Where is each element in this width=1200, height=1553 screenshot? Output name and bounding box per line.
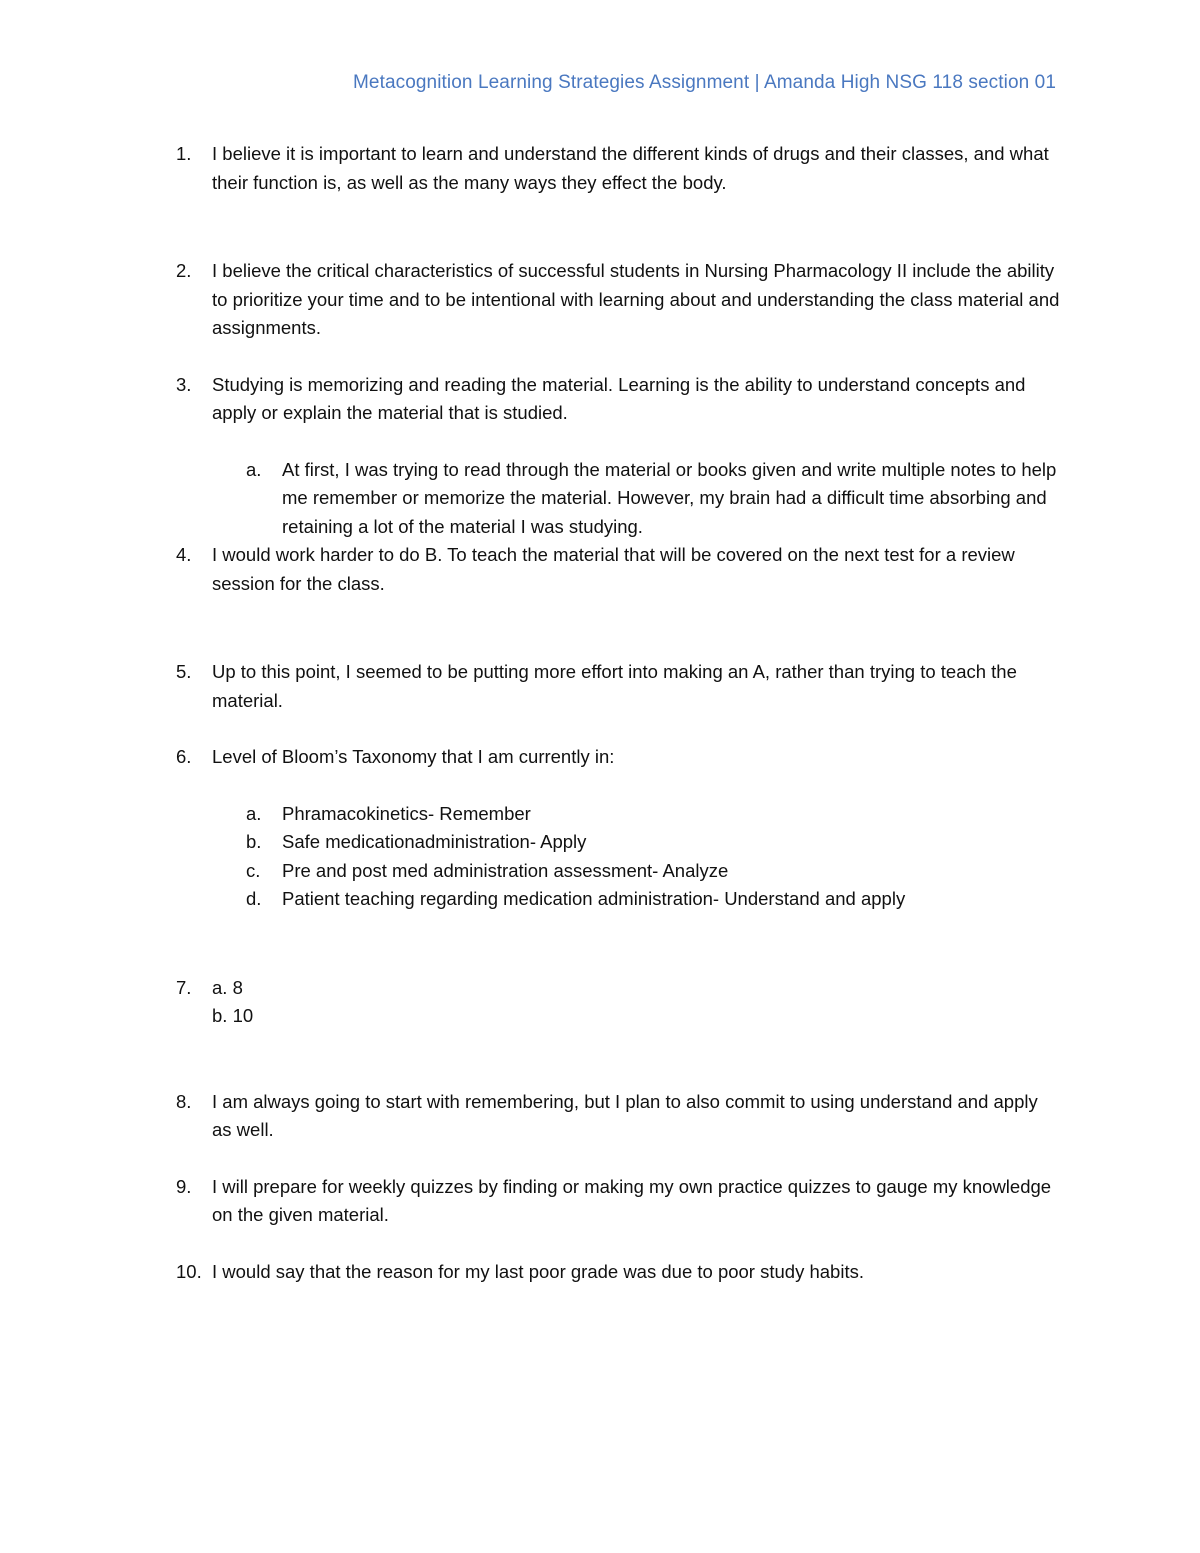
item-text: I believe it is important to learn and understand the different kinds of drugs and their classes, and what their function is, as well as the many ways they effect the body. xyxy=(212,143,1049,193)
sub-item-letter: a. xyxy=(246,802,262,824)
item-number: 7. xyxy=(176,976,192,998)
sub-item-letter: b. xyxy=(246,831,262,852)
sub-item-text: Safe medicationadministration- Apply xyxy=(282,831,587,852)
list-item xyxy=(176,257,1076,343)
list-item xyxy=(176,541,1076,598)
sub-item-letter: c. xyxy=(246,859,261,881)
item-number: 10. xyxy=(176,1260,202,1282)
sub-list-item xyxy=(246,857,1076,886)
sub-list-item xyxy=(246,456,1076,542)
page-header: Metacognition Learning Strategies Assignment | Amanda High NSG 118 section 01 xyxy=(352,72,1056,93)
item-text: I believe the critical characteristics of successful students in Nursing Pharmacology II include the ability to prioritize your time and to be intentional with learning about and understanding the class material and assignments. xyxy=(212,260,1060,338)
sub-item-text: Patient teaching regarding medication administration- Understand and apply xyxy=(282,888,906,909)
sub-item-text: Phramacokinetics- Remember xyxy=(282,802,531,824)
item-text: a. 8 xyxy=(212,976,243,998)
list-item xyxy=(176,743,1076,772)
item-number: 3. xyxy=(176,373,192,395)
list-item xyxy=(176,1173,1076,1230)
item-text: I would work harder to do B. To teach the material that will be covered on the next test for a review session for the class. xyxy=(212,544,1015,594)
item-number: 5. xyxy=(176,661,192,682)
sub-item-text: Pre and post med administration assessment- Analyze xyxy=(282,859,729,881)
item-number: 1. xyxy=(176,143,192,164)
item-number: 9. xyxy=(176,1175,192,1197)
item-number: 6. xyxy=(176,746,192,767)
sub-item-letter: a. xyxy=(246,458,262,480)
list-item xyxy=(176,658,1076,715)
sub-list-item xyxy=(246,828,1076,857)
item-number: 2. xyxy=(176,260,192,281)
list-item xyxy=(176,974,1076,1003)
list-item xyxy=(176,371,1076,428)
sub-item-text: At first, I was trying to read through the material or books given and write multiple notes to help me remember or memorize the material. However, my brain had a difficult time absorbing and retaining a lot of the material I was studying. xyxy=(282,458,1057,537)
document-body xyxy=(176,140,1076,1286)
item-text: Level of Bloom’s Taxonomy that I am currently in: xyxy=(212,746,615,767)
sub-item-letter: d. xyxy=(246,888,262,909)
sub-list-item xyxy=(246,885,1076,914)
list-item xyxy=(176,140,1076,197)
item-text: I would say that the reason for my last poor grade was due to poor study habits. xyxy=(212,1260,864,1282)
sub-list-item xyxy=(246,800,1076,829)
item-text: Studying is memorizing and reading the material. Learning is the ability to understand concepts and apply or explain the material that is studied. xyxy=(212,373,1026,423)
list-item xyxy=(176,1258,1076,1287)
item-text: I am always going to start with remembering, but I plan to also commit to using understand and apply as well. xyxy=(212,1090,1038,1140)
item-number: 4. xyxy=(176,544,192,565)
item-text-line: b. 10 xyxy=(212,1005,254,1026)
item-text: Up to this point, I seemed to be putting more effort into making an A, rather than trying to teach the material. xyxy=(212,661,1017,711)
item-number: 8. xyxy=(176,1090,192,1112)
item-text: I will prepare for weekly quizzes by finding or making my own practice quizzes to gauge my knowledge on the given material. xyxy=(212,1175,1052,1225)
list-item xyxy=(176,1088,1076,1145)
